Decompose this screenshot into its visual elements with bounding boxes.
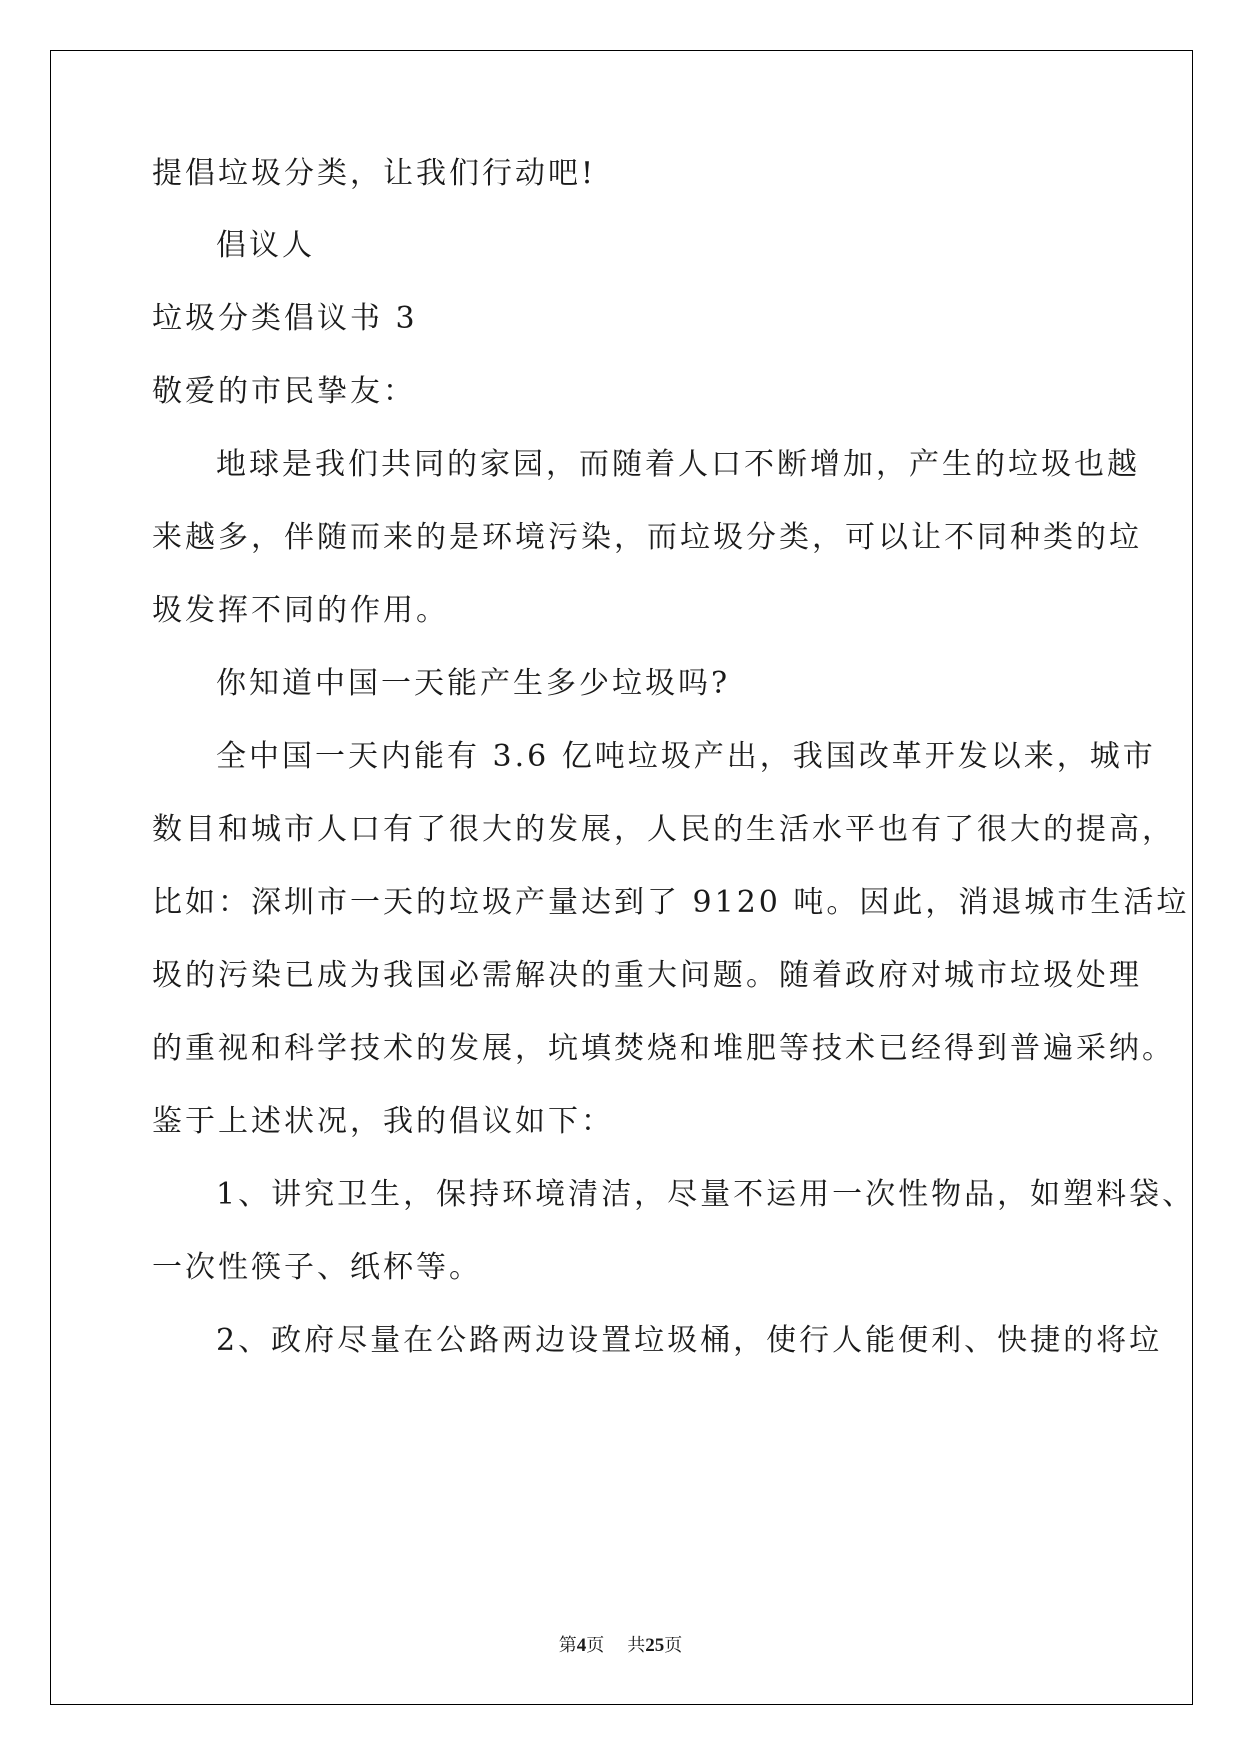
text-line: 你知道中国一天能产生多少垃圾吗? <box>216 666 731 701</box>
section-title: 垃圾分类倡议书 3 <box>152 301 418 336</box>
footer-total-word: 页 <box>664 1635 683 1656</box>
page-footer <box>0 1631 1241 1657</box>
text-line: 鉴于上述状况，我的倡议如下： <box>152 1104 614 1139</box>
text-line: 一次性筷子、纸杯等。 <box>152 1250 482 1285</box>
text-line: 2、政府尽量在公路两边设置垃圾桶，使行人能便利、快捷的将垃 <box>216 1323 1163 1358</box>
page-border <box>50 50 1196 1705</box>
current-page-number: 4 <box>576 1635 587 1656</box>
text-line: 的重视和科学技术的发展，坑填焚烧和堆肥等技术已经得到普遍采纳。 <box>152 1031 1175 1066</box>
text-line: 全中国一天内能有 3.6 亿吨垃圾产出，我国改革开发以来，城市 <box>216 739 1156 774</box>
text-line: 圾的污染已成为我国必需解决的重大问题。随着政府对城市垃圾处理 <box>152 958 1142 993</box>
footer-page-word: 页 <box>586 1635 605 1656</box>
footer-total-prefix: 共 <box>627 1635 646 1656</box>
text-line: 比如：深圳市一天的垃圾产量达到了 9120 吨。因此，消退城市生活垃 <box>152 885 1190 920</box>
salutation: 敬爱的市民挚友： <box>152 374 416 409</box>
text-line: 1、讲究卫生，保持环境清洁，尽量不运用一次性物品，如塑料袋、 <box>216 1177 1196 1212</box>
footer-prefix: 第 <box>558 1635 577 1656</box>
text-line: 地球是我们共同的家园，而随着人口不断增加，产生的垃圾也越 <box>216 447 1140 482</box>
text-line: 提倡垃圾分类，让我们行动吧! <box>152 156 597 191</box>
text-line: 数目和城市人口有了很大的发展，人民的生活水平也有了很大的提高， <box>152 812 1175 847</box>
text-line: 倡议人 <box>216 228 315 263</box>
text-line: 圾发挥不同的作用。 <box>152 593 449 628</box>
text-line: 来越多，伴随而来的是环境污染，而垃圾分类，可以让不同种类的垃 <box>152 520 1142 555</box>
total-pages-number: 25 <box>645 1635 665 1656</box>
